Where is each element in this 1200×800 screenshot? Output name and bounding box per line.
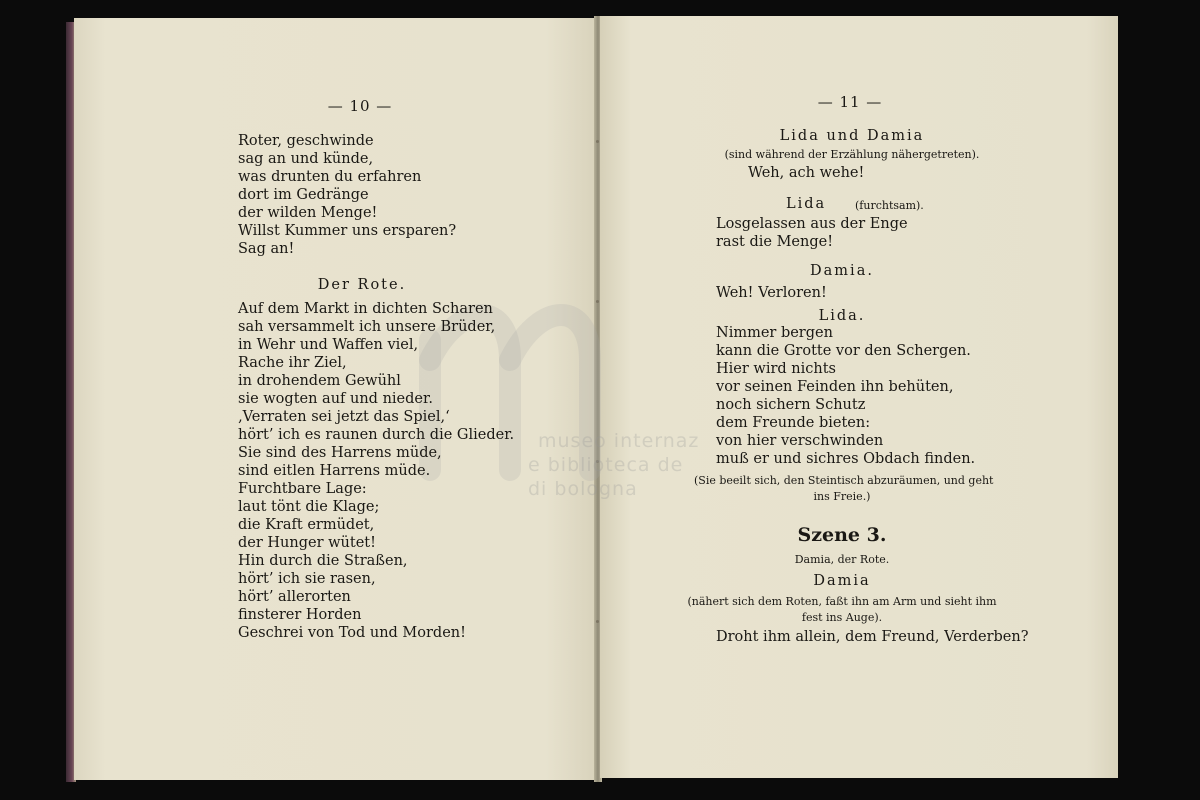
watermark-text: e biblioteca de — [528, 454, 684, 476]
verse-line: hört’ allerorten — [238, 589, 351, 605]
verse-line: sah versammelt ich unsere Brüder, — [238, 319, 496, 335]
verse-line: sie wogten auf und nieder. — [238, 391, 433, 407]
stage-direction: fest ins Auge). — [801, 611, 883, 624]
verse-line: rast die Menge! — [716, 234, 834, 250]
verse-line: Roter, geschwinde — [238, 133, 374, 149]
verse-line: Droht ihm allein, dem Freund, Verderben? — [716, 629, 1029, 645]
verse-line: von hier verschwinden — [716, 433, 884, 449]
binding-stitch — [596, 300, 599, 303]
verse-line: Weh! Verloren! — [716, 285, 827, 301]
verse-line: laut tönt die Klage; — [238, 499, 380, 515]
verse-line: Nimmer bergen — [716, 325, 833, 341]
stage-direction: (Sie beeilt sich, den Steintisch abzuräumen, und geht — [694, 474, 994, 487]
verse-line: Rache ihr Ziel, — [238, 355, 347, 371]
verse-line: finsterer Horden — [238, 607, 362, 623]
stage-direction: (furchtsam). — [855, 199, 924, 212]
verse-line: Hier wird nichts — [716, 361, 836, 377]
verse-line: dort im Gedränge — [238, 187, 369, 203]
binding-stitch — [596, 620, 599, 623]
verse-line: in drohendem Gewühl — [238, 373, 401, 389]
verse-line: in Wehr und Waffen viel, — [238, 337, 419, 353]
verse-line: hört’ ich sie rasen, — [238, 571, 376, 587]
verse-line: der wilden Menge! — [238, 205, 378, 221]
verse-line: Auf dem Markt in dichten Scharen — [238, 301, 493, 317]
speaker-name: Lida. — [818, 308, 866, 324]
verse-line: Weh, ach wehe! — [748, 165, 865, 181]
verse-line: Losgelassen aus der Enge — [716, 216, 908, 232]
verse-line: Hin durch die Straßen, — [238, 553, 408, 569]
page-number: — 10 — — [327, 97, 393, 115]
verse-line: Sie sind des Harrens müde, — [238, 445, 442, 461]
verse-line: der Hunger wütet! — [238, 535, 376, 551]
binding-stitch — [596, 460, 599, 463]
verse-line: hört’ ich es raunen durch die Glieder. — [238, 427, 515, 443]
verse-line: vor seinen Feinden ihn behüten, — [716, 379, 954, 395]
verse-line: Furchtbare Lage: — [238, 481, 367, 497]
speaker-name: Lida und Damia — [779, 128, 925, 144]
verse-line: sag an und künde, — [238, 151, 374, 167]
speaker-name: Damia. — [810, 263, 874, 279]
verse-line: kann die Grotte vor den Schergen. — [716, 343, 971, 359]
scene-characters: Damia, der Rote. — [794, 553, 890, 566]
verse-line: muß er und sichres Obdach finden. — [716, 451, 976, 467]
verse-line: Willst Kummer uns ersparen? — [238, 223, 457, 239]
verse-line: dem Freunde bieten: — [716, 415, 871, 431]
page-number: — 11 — — [817, 93, 883, 111]
verse-line: Geschrei von Tod und Morden! — [238, 625, 466, 641]
speaker-name: Damia — [813, 573, 871, 589]
scene-title: Szene 3. — [797, 524, 887, 546]
verse-line: die Kraft ermüdet, — [238, 517, 375, 533]
binding-stitch — [596, 140, 599, 143]
verse-line: Sag an! — [238, 241, 295, 257]
watermark-text: di bologna — [528, 478, 638, 500]
stage-direction: (sind während der Erzählung nähergetreten). — [724, 148, 980, 161]
verse-line: was drunten du erfahren — [238, 169, 422, 185]
stage-direction: (nähert sich dem Roten, faßt ihn am Arm und sieht ihm — [687, 595, 997, 608]
verse-line: sind eitlen Harrens müde. — [238, 463, 431, 479]
speaker-name: Lida — [786, 196, 827, 212]
watermark-text: museo internaz — [538, 430, 700, 452]
verse-line: ‚Verraten sei jetzt das Spiel,‘ — [238, 409, 450, 425]
speaker-name: Der Rote. — [317, 277, 407, 293]
stage-direction: ins Freie.) — [813, 490, 871, 503]
verse-line: noch sichern Schutz — [716, 397, 866, 413]
